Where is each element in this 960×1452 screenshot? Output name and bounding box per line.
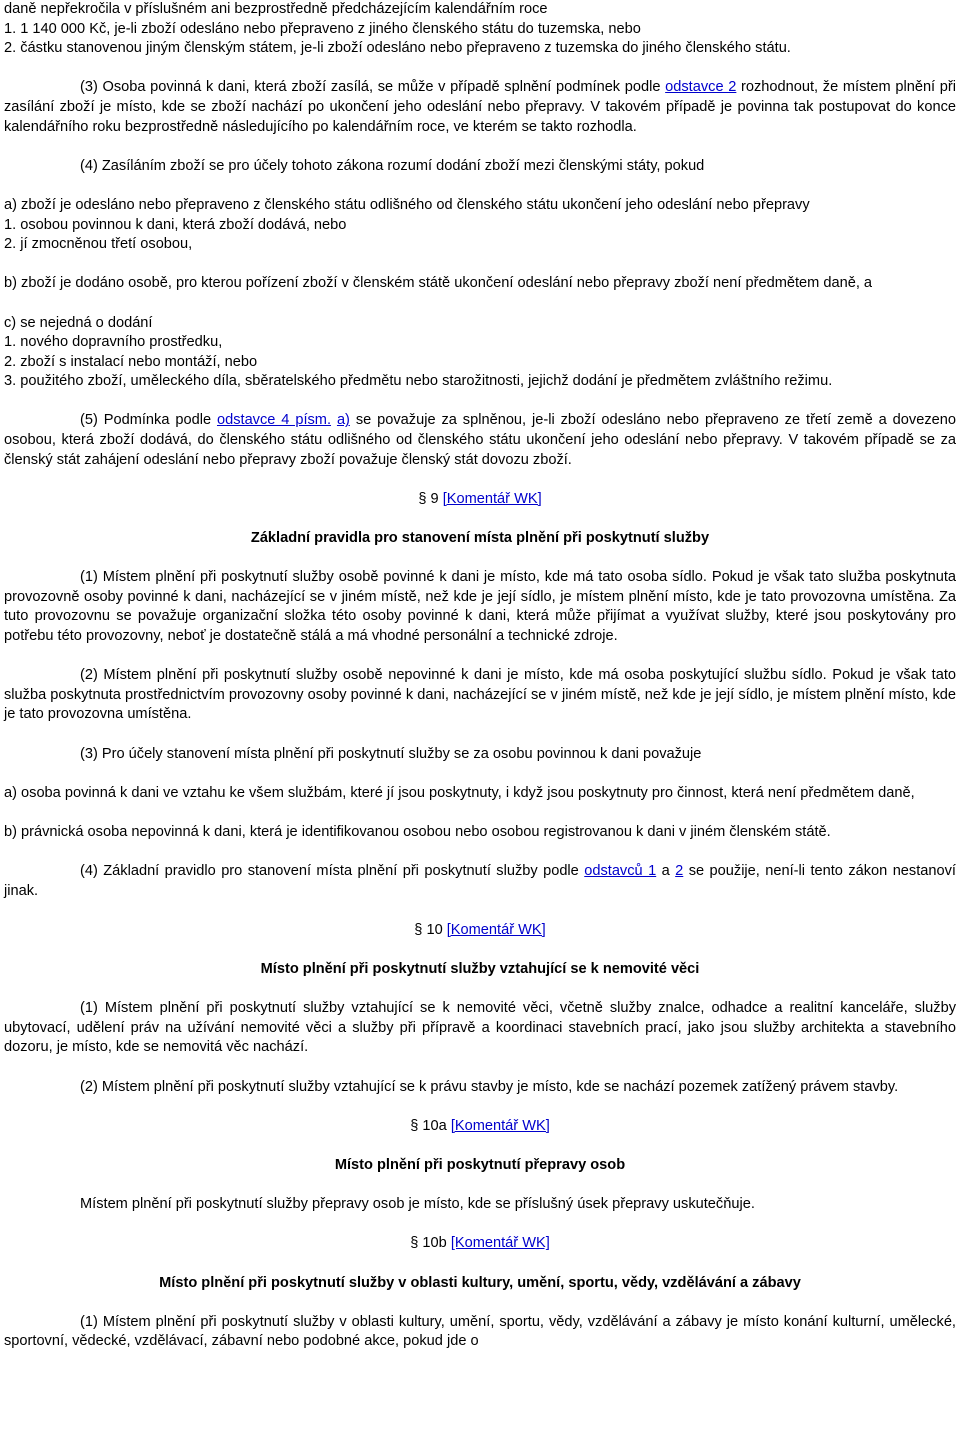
- section-10a-number: § 10a: [410, 1117, 451, 1134]
- section-9-heading: [4, 490, 956, 510]
- paragraph-5-text-a: (5) Podmínka podle: [80, 412, 217, 429]
- paragraph-3-text-b: rozhodnout, že místem plnění při zasílání zboží je místo, kde se zboží nachází po ukončení jeho odeslání nebo přepravy. V takovém případě je povinna tak postupovat do konce kalendářního roku bezprostředně následujícího po kalendářním roce, ve kterém se takto rozhodla.: [4, 79, 957, 135]
- section-10a-heading: [4, 1117, 956, 1137]
- section-10b-heading: [4, 1234, 956, 1254]
- section-9-paragraph-4: [4, 862, 956, 901]
- top-list: [4, 0, 956, 59]
- section-9-paragraph-3-a: a) osoba povinná k dani ve vztahu ke všem službám, které jí jsou poskytnuty, i když jsou poskytnuty pro činnost, která není předmětem daně,: [4, 784, 915, 801]
- section-9-title: Základní pravidla pro stanovení místa plnění při poskytnutí služby: [250, 530, 710, 547]
- link-odstavce-4-pism[interactable]: odstavce 4 písm.: [216, 412, 332, 429]
- paragraph-4-a-1: 1. osobou povinnou k dani, která zboží dodává, nebo: [4, 216, 347, 233]
- section-10b-title: Místo plnění při poskytnutí služby v oblasti kultury, umění, sportu, vědy, vzdělávání a zábavy: [159, 1274, 801, 1291]
- paragraph-4-a: a) zboží je odesláno nebo přepraveno z členského státu odlišného od členského státu ukončení jeho odeslání nebo přepravy: [4, 196, 810, 213]
- section-10-title: Místo plnění při poskytnutí služby vztahující se k nemovité věci: [260, 961, 700, 978]
- section-9-paragraph-4-text-a: (4) Základní pravidlo pro stanovení místa plnění při poskytnutí služby podle: [80, 863, 585, 880]
- link-odstavcu-1[interactable]: odstavců 1: [584, 863, 657, 880]
- section-9-comment-link[interactable]: [Komentář WK]: [442, 490, 542, 507]
- section-10-paragraph-2: (2) Místem plnění při poskytnutí služby vztahující se k právu stavby je místo, kde se nachází pozemek zatížený právem stavby.: [80, 1078, 899, 1095]
- paragraph-3: [4, 78, 956, 137]
- section-10b-comment-link[interactable]: [Komentář WK]: [450, 1235, 550, 1252]
- paragraph-3-text-a: (3) Osoba povinná k dani, která zboží zasílá, se může v případě splnění podmínek podle: [80, 79, 666, 96]
- paragraph-4-c: c) se nejedná o dodání: [4, 314, 153, 331]
- section-9-paragraph-3-b: b) právnická osoba nepovinná k dani, která je identifikovanou osobou nebo osobou registrovanou k dani v jiném členském státě.: [4, 823, 831, 840]
- paragraph-4-c-1: 1. nového dopravního prostředku,: [4, 334, 223, 351]
- paragraph-5-text-b: se považuje za splněnou, je-li zboží odesláno nebo přepraveno ze třetí země a dovezeno osobou, která zboží dodává, do členského státu odlišného od členského státu ukončení jeho odeslání nebo přepravy. V takovém případě se za členský stát zahájení odeslání nebo přepravy zboží považuje členský stát dovozu zboží.: [4, 412, 956, 468]
- section-10-comment-link[interactable]: [Komentář WK]: [446, 921, 546, 938]
- paragraph-4-a-list: [4, 216, 956, 255]
- section-10-paragraph-1: (1) Místem plnění při poskytnutí služby vztahující se k nemovité věci, včetně služby znalce, odhadce a realitní kanceláře, služby ubytovací, udělení práv na užívání nemovité věci a služby při přípravě a koordinaci stavebních prací, jako jsou služby architekta a stavebního dozoru, je místo, kde se nemovitá věc nachází.: [4, 1000, 956, 1056]
- paragraph-4-a-2: 2. jí zmocněnou třetí osobou,: [4, 236, 193, 253]
- section-9-paragraph-4-mid: a: [656, 863, 676, 880]
- section-9-paragraph-3: (3) Pro účely stanovení místa plnění při poskytnutí služby se za osobu povinnou k dani považuje: [80, 745, 702, 762]
- link-odstavec-2[interactable]: 2: [675, 863, 684, 880]
- paragraph-5: [4, 411, 956, 470]
- section-9-paragraph-2: (2) Místem plnění při poskytnutí služby osobě nepovinné k dani je místo, kde má osoba poskytující službu sídlo. Pokud je však tato služba poskytnuta prostřednictvím provozovny osoby povinné k dani, nacházející se v jiném místě, než kde je její sídlo, je místem plnění místo, kde je tato provozovna umístěna.: [4, 667, 956, 723]
- section-10-heading: [4, 921, 956, 941]
- section-9-paragraph-1: (1) Místem plnění při poskytnutí služby osobě povinné k dani je místo, kde má tato osoba sídlo. Pokud je však tato služba poskytnuta provozovně osoby povinné k dani, nacházející se v jiném místě, než kde je její sídlo, je místem plnění místo, kde je tato provozovna umístěna. Za tuto provozovnu se považuje organizační složka této osoby povinné k dani, která může přijímat a využívat služby, které jsou poskytovány pro potřebu této provozovny, neboť je dostatečně stálá a má vhodné personální a technické zdroje.: [4, 569, 956, 644]
- top-line-2: 1. 1 140 000 Kč, je-li zboží odesláno nebo přepraveno z jiného členského státu do tuzemska, nebo: [4, 20, 641, 37]
- section-10-number: § 10: [414, 921, 447, 938]
- paragraph-4-c-list: [4, 314, 956, 373]
- link-odstavce-2[interactable]: odstavce 2: [665, 79, 737, 96]
- section-10a-paragraph: Místem plnění při poskytnutí služby přepravy osob je místo, kde se příslušný úsek přepravy uskutečňuje.: [80, 1196, 755, 1213]
- paragraph-4-b: b) zboží je dodáno osobě, pro kterou pořízení zboží v členském státě ukončení odeslání nebo přepravy zboží není předmětem daně, a: [4, 275, 873, 292]
- top-line-3: 2. částku stanovenou jiným členským státem, je-li zboží odesláno nebo přepraveno z tuzemska do jiného členského státu.: [4, 40, 791, 57]
- section-10b-number: § 10b: [410, 1235, 451, 1252]
- section-10b-paragraph-1: (1) Místem plnění při poskytnutí služby v oblasti kultury, umění, sportu, vědy, vzdělávání a zábavy je místo konání kulturní, umělecké, sportovní, vědecké, vzdělávací, zábavní nebo podobné akce, pokud jde o: [4, 1313, 956, 1350]
- section-9-number: § 9: [418, 490, 443, 507]
- section-10a-title: Místo plnění při poskytnutí přepravy osob: [334, 1157, 626, 1174]
- top-line-1: daně nepřekročila v příslušném ani bezprostředně předcházejícím kalendářním roce: [4, 1, 548, 17]
- link-pism-a[interactable]: a): [336, 412, 350, 429]
- section-9-paragraph-4-text-b: se použije, není-li tento zákon nestanoví jinak.: [4, 863, 956, 899]
- section-10a-comment-link[interactable]: [Komentář WK]: [450, 1117, 550, 1134]
- paragraph-4-c-2: 2. zboží s instalací nebo montáží, nebo: [4, 353, 258, 370]
- paragraph-4-intro: (4) Zasíláním zboží se pro účely tohoto zákona rozumí dodání zboží mezi členskými státy, pokud: [80, 157, 705, 174]
- paragraph-4-c-3: 3. použitého zboží, uměleckého díla, sběratelského předmětu nebo starožitnosti, jejichž dodání je předmětem zvláštního režimu.: [4, 373, 833, 390]
